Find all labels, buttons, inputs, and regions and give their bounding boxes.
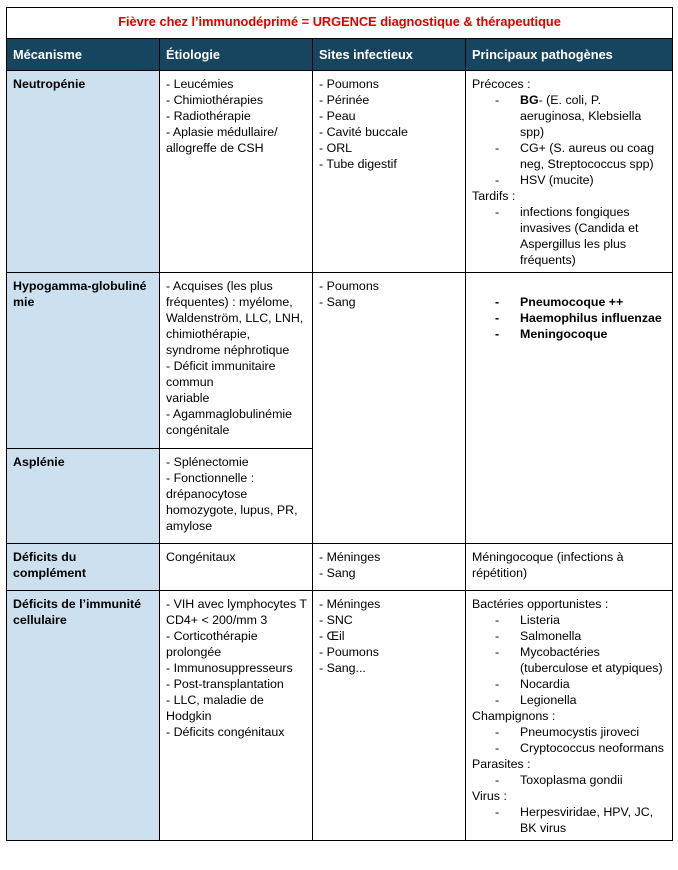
pathogen-item: - Cryptococcus neoformans: [472, 740, 666, 756]
etiologie-line: - Splénectomie: [166, 455, 249, 469]
etiologie-line: - Déficit immunitaire: [166, 359, 276, 373]
mecanisme-hypogamma: Hypogamma-globuliné mie: [7, 273, 160, 449]
row-complement: [7, 544, 673, 591]
pathogen-item: - Legionella: [472, 692, 666, 708]
group-label-parasites: Parasites :: [472, 757, 531, 771]
pathogen-item: - Nocardia: [472, 676, 666, 692]
etiologie-line: drépanocytose: [166, 487, 248, 501]
site-line: - Cavité buccale: [319, 125, 408, 139]
etiologie-line: fréquentes) : myélome,: [166, 295, 293, 309]
site-line: - SNC: [319, 613, 353, 627]
etiologie-line: Hodgkin: [166, 709, 212, 723]
etiologie-line: allogreffe de CSH: [166, 141, 264, 155]
mecanisme-neutropenie: Neutropénie: [7, 71, 160, 273]
etiologie-line: commun: [166, 375, 214, 389]
site-line: - Sang...: [319, 661, 366, 675]
pathogen-item: [472, 172, 666, 188]
site-line: - Poumons: [319, 279, 379, 293]
pathogen-bold: BG: [520, 93, 539, 107]
pathogen-item: - Meningocoque: [472, 326, 666, 342]
etiologie-line: congénitale: [166, 423, 230, 437]
etiologie-line: - Fonctionnelle :: [166, 471, 255, 485]
pathogen-item: - Toxoplasma gondii: [472, 772, 666, 788]
site-line: - Sang: [319, 566, 356, 580]
pathogen-text: HSV (mucite): [520, 173, 594, 187]
pathogen-item: - Pneumocoque ++: [472, 294, 666, 310]
sites-complement: [313, 544, 466, 591]
pathogenes-neutropenie: [466, 71, 673, 273]
pathogen-text: CG+ (S. aureus ou coag neg, Streptococcus spp): [520, 141, 654, 171]
etiologie-line: chimiothérapie,: [166, 327, 251, 341]
site-line: - Peau: [319, 109, 356, 123]
site-line: - Poumons: [319, 645, 379, 659]
group-label-virus: Virus :: [472, 789, 507, 803]
pathogen-item: - Listeria: [472, 612, 666, 628]
pathogenes-hypogamma-asplenie: [466, 273, 673, 544]
site-line: - Méninges: [319, 597, 381, 611]
etiologie-asplenie: [160, 449, 313, 544]
pathogenes-complement: [466, 544, 673, 591]
etiologie-line: - VIH avec lymphocytes T: [166, 597, 307, 611]
etiologie-hypogamma: [160, 273, 313, 449]
etiologie-line: - Leucémies: [166, 77, 234, 91]
etiologie-line: Congénitaux: [166, 550, 236, 564]
site-line: - Méninges: [319, 550, 381, 564]
header-etiologie: Étiologie: [160, 39, 313, 71]
row-neutropenie: [7, 71, 673, 273]
header-mecanisme: Mécanisme: [7, 39, 160, 71]
site-line: - Œil: [319, 629, 345, 643]
etiologie-line: syndrome néphrotique: [166, 343, 290, 357]
site-line: - ORL: [319, 141, 353, 155]
pathogen-item: [472, 92, 666, 140]
etiologie-line: - Agammaglobulinémie: [166, 407, 293, 421]
etiologie-line: - Radiothérapie: [166, 109, 251, 123]
site-line: - Tube digestif: [319, 157, 397, 171]
pathogen-item: - infections fongiques invasives (Candida et Aspergillus les plus fréquents): [472, 204, 666, 268]
etiologie-line: prolongée: [166, 645, 222, 659]
group-label-bacteries: Bactéries opportunistes :: [472, 597, 609, 611]
pathogen-item: - Haemophilus influenzae: [472, 310, 666, 326]
table-title: Fièvre chez l’immunodéprimé = URGENCE diagnostique & thérapeutique: [7, 8, 673, 39]
pathogen-item: - Pneumocystis jiroveci: [472, 724, 666, 740]
etiologie-line: - Corticothérapie: [166, 629, 258, 643]
mecanisme-complement: Déficits du complément: [7, 544, 160, 591]
etiologie-line: - Acquises (les plus: [166, 279, 273, 293]
pathogen-item: - Mycobactéries (tuberculose et atypiques): [472, 644, 666, 676]
pathogenes-cellulaire: [466, 591, 673, 841]
header-pathogenes: Principaux pathogènes: [466, 39, 673, 71]
etiologie-line: homozygote, lupus, PR,: [166, 503, 298, 517]
etiologie-line: - Post-transplantation: [166, 677, 284, 691]
etiologie-line: variable: [166, 391, 210, 405]
mecanisme-asplenie: Asplénie: [7, 449, 160, 544]
etiologie-line: - Déficits congénitaux: [166, 725, 285, 739]
group-label-precoces: Précoces :: [472, 77, 531, 91]
etiologie-line: amylose: [166, 519, 213, 533]
row-hypogamma: [7, 273, 673, 449]
etiologie-line: - LLC, maladie de: [166, 693, 264, 707]
header-row: [7, 39, 673, 71]
pathogen-text: - (E. coli, P. aeruginosa, Klebsiella spp): [520, 93, 642, 139]
etiologie-neutropenie: [160, 71, 313, 273]
group-label-tardifs: Tardifs :: [472, 189, 516, 203]
pathogen-item: - Herpesviridae, HPV, JC, BK virus: [472, 804, 666, 836]
site-line: - Poumons: [319, 77, 379, 91]
immunodepression-table: [6, 7, 673, 841]
pathogen-text: Méningocoque (infections à répétition): [472, 550, 624, 580]
etiologie-line: - Immunosuppresseurs: [166, 661, 293, 675]
etiologie-line: - Chimiothérapies: [166, 93, 264, 107]
etiologie-complement: [160, 544, 313, 591]
group-label-champignons: Champignons :: [472, 709, 556, 723]
header-sites: Sites infectieux: [313, 39, 466, 71]
etiologie-line: Waldenström, LLC, LNH,: [166, 311, 304, 325]
etiologie-line: - Aplasie médullaire/: [166, 125, 278, 139]
etiologie-cellulaire: [160, 591, 313, 841]
row-cellulaire: [7, 591, 673, 841]
sites-cellulaire: [313, 591, 466, 841]
mecanisme-cellulaire: Déficits de l’immunité cellulaire: [7, 591, 160, 841]
pathogen-item: [472, 140, 666, 172]
site-line: - Sang: [319, 295, 356, 309]
etiologie-line: CD4+ < 200/mm 3: [166, 613, 268, 627]
sites-hypogamma-asplenie: [313, 273, 466, 544]
pathogen-item: - Salmonella: [472, 628, 666, 644]
sites-neutropenie: [313, 71, 466, 273]
site-line: - Périnée: [319, 93, 370, 107]
